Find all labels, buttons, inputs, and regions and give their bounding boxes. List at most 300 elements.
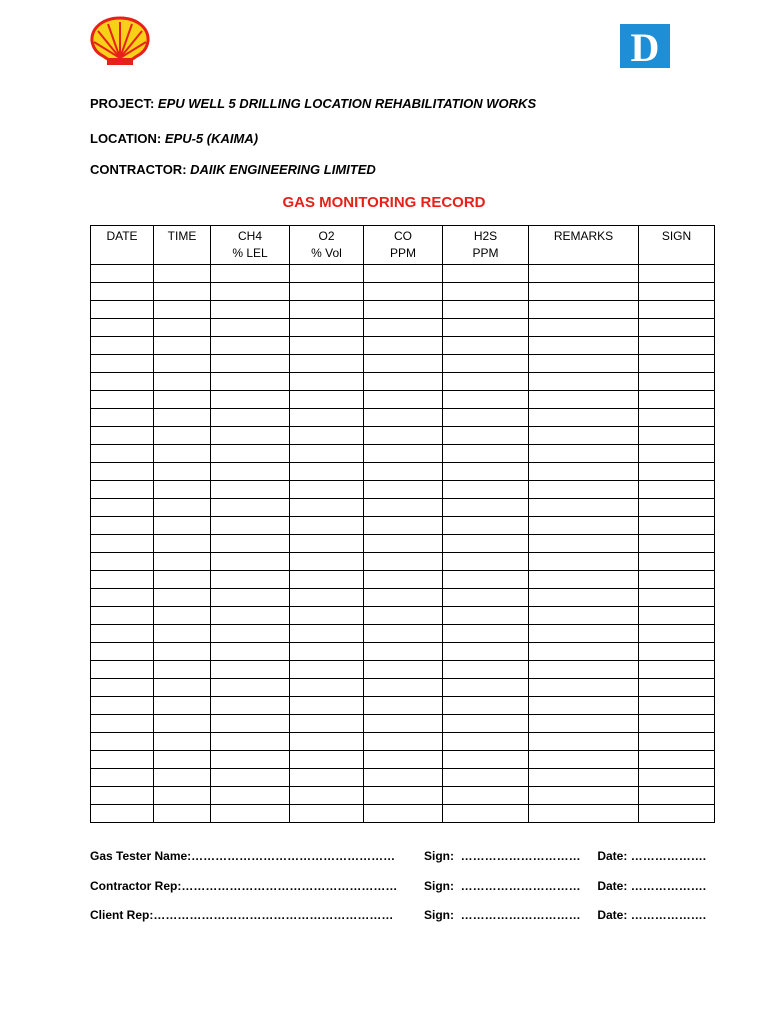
table-cell[interactable] (91, 769, 154, 787)
table-cell[interactable] (529, 625, 639, 643)
table-cell[interactable] (211, 697, 290, 715)
table-cell[interactable] (211, 391, 290, 409)
table-cell[interactable] (91, 283, 154, 301)
table-cell[interactable] (91, 463, 154, 481)
table-cell[interactable] (154, 391, 211, 409)
table-cell[interactable] (529, 445, 639, 463)
table-cell[interactable] (154, 697, 211, 715)
table-cell[interactable] (91, 751, 154, 769)
table-row (91, 679, 715, 697)
table-cell[interactable] (443, 625, 529, 643)
table-cell[interactable] (529, 751, 639, 769)
table-cell[interactable] (154, 283, 211, 301)
table-cell[interactable] (529, 265, 639, 283)
table-cell[interactable] (364, 337, 443, 355)
table-cell[interactable] (443, 373, 529, 391)
table-cell[interactable] (529, 643, 639, 661)
table-cell[interactable] (639, 589, 715, 607)
table-cell[interactable] (443, 337, 529, 355)
table-cell[interactable] (290, 571, 364, 589)
table-cell[interactable] (91, 427, 154, 445)
sig-row-contractor-rep: Contractor Rep:……………………………………………… (90, 879, 398, 893)
table-cell[interactable] (529, 787, 639, 805)
table-cell[interactable] (639, 427, 715, 445)
sig-row-client-rep-sign: Sign: ………………………… Date: ………………. (424, 908, 707, 922)
table-row (91, 337, 715, 355)
table-cell[interactable] (154, 427, 211, 445)
table-cell[interactable] (639, 625, 715, 643)
table-row (91, 643, 715, 661)
table-cell[interactable] (364, 283, 443, 301)
table-cell[interactable] (443, 607, 529, 625)
table-cell[interactable] (639, 481, 715, 499)
table-cell[interactable] (211, 769, 290, 787)
table-cell[interactable] (290, 427, 364, 445)
table-cell[interactable] (529, 769, 639, 787)
table-cell[interactable] (639, 787, 715, 805)
table-cell[interactable] (639, 607, 715, 625)
table-cell[interactable] (211, 265, 290, 283)
table-cell[interactable] (529, 481, 639, 499)
table-cell[interactable] (443, 265, 529, 283)
table-cell[interactable] (154, 409, 211, 427)
table-cell[interactable] (364, 391, 443, 409)
table-cell[interactable] (290, 769, 364, 787)
col-co: CO PPM (364, 226, 443, 265)
table-cell[interactable] (91, 553, 154, 571)
table-cell[interactable] (639, 373, 715, 391)
table-cell[interactable] (211, 301, 290, 319)
table-cell[interactable] (211, 571, 290, 589)
table-cell[interactable] (211, 517, 290, 535)
table-row (91, 625, 715, 643)
table-row (91, 787, 715, 805)
table-cell[interactable] (364, 265, 443, 283)
table-cell[interactable] (154, 499, 211, 517)
table-cell[interactable] (91, 409, 154, 427)
table-cell[interactable] (443, 571, 529, 589)
table-cell[interactable] (443, 661, 529, 679)
table-cell[interactable] (91, 787, 154, 805)
table-cell[interactable] (290, 751, 364, 769)
table-cell[interactable] (154, 607, 211, 625)
table-cell[interactable] (639, 661, 715, 679)
table-cell[interactable] (290, 301, 364, 319)
table-row (91, 499, 715, 517)
table-cell[interactable] (529, 715, 639, 733)
table-cell[interactable] (290, 787, 364, 805)
table-cell[interactable] (211, 733, 290, 751)
table-cell[interactable] (211, 625, 290, 643)
table-cell[interactable] (639, 805, 715, 823)
table-cell[interactable] (290, 535, 364, 553)
table-row (91, 661, 715, 679)
table-cell[interactable] (290, 553, 364, 571)
table-cell[interactable] (91, 391, 154, 409)
table-row (91, 463, 715, 481)
sig-row-contractor-rep-sign: Sign: ………………………… Date: ………………. (424, 879, 707, 893)
table-cell[interactable] (211, 481, 290, 499)
table-cell[interactable] (211, 679, 290, 697)
table-cell[interactable] (290, 481, 364, 499)
table-cell[interactable] (290, 697, 364, 715)
table-row (91, 391, 715, 409)
table-cell[interactable] (154, 445, 211, 463)
table-cell[interactable] (529, 337, 639, 355)
table-cell[interactable] (290, 391, 364, 409)
table-cell[interactable] (443, 445, 529, 463)
shell-logo (89, 16, 151, 68)
table-cell[interactable] (154, 751, 211, 769)
col-o2: O2 % Vol (290, 226, 364, 265)
project-line (90, 96, 536, 111)
table-cell[interactable] (154, 769, 211, 787)
table-cell[interactable] (154, 553, 211, 571)
table-cell[interactable] (91, 445, 154, 463)
table-cell[interactable] (290, 283, 364, 301)
table-cell[interactable] (364, 355, 443, 373)
table-cell[interactable] (443, 805, 529, 823)
table-cell[interactable] (529, 571, 639, 589)
table-row (91, 553, 715, 571)
table-cell[interactable] (211, 319, 290, 337)
sig-row-client-rep: Client Rep:…………………………………………………… (90, 908, 394, 922)
table-cell[interactable] (529, 679, 639, 697)
table-cell[interactable] (211, 283, 290, 301)
table-cell[interactable] (91, 733, 154, 751)
table-cell[interactable] (639, 643, 715, 661)
table-cell[interactable] (443, 733, 529, 751)
table-cell[interactable] (639, 679, 715, 697)
page-title: GAS MONITORING RECORD (282, 194, 486, 211)
table-cell[interactable] (91, 571, 154, 589)
table-cell[interactable] (290, 445, 364, 463)
table-cell[interactable] (91, 373, 154, 391)
table-cell[interactable] (443, 535, 529, 553)
table-cell[interactable] (211, 607, 290, 625)
table-cell[interactable] (290, 409, 364, 427)
table-cell[interactable] (443, 409, 529, 427)
table-cell[interactable] (211, 553, 290, 571)
table-cell[interactable] (154, 589, 211, 607)
table-cell[interactable] (364, 535, 443, 553)
table-cell[interactable] (154, 355, 211, 373)
table-cell[interactable] (364, 463, 443, 481)
table-cell[interactable] (211, 445, 290, 463)
table-cell[interactable] (364, 427, 443, 445)
table-row (91, 715, 715, 733)
table-cell[interactable] (154, 571, 211, 589)
table-header-row (91, 226, 715, 265)
table-cell[interactable] (443, 751, 529, 769)
table-cell[interactable] (91, 661, 154, 679)
table-cell[interactable] (154, 319, 211, 337)
table-cell[interactable] (154, 787, 211, 805)
table-cell[interactable] (91, 715, 154, 733)
table-cell[interactable] (639, 715, 715, 733)
table-cell[interactable] (364, 589, 443, 607)
table-cell[interactable] (154, 643, 211, 661)
table-cell[interactable] (290, 679, 364, 697)
table-cell[interactable] (639, 355, 715, 373)
table-cell[interactable] (364, 607, 443, 625)
table-cell[interactable] (529, 535, 639, 553)
table-cell[interactable] (290, 589, 364, 607)
table-cell[interactable] (364, 481, 443, 499)
table-cell[interactable] (364, 445, 443, 463)
table-cell[interactable] (91, 337, 154, 355)
table-row (91, 445, 715, 463)
table-cell[interactable] (639, 337, 715, 355)
table-cell[interactable] (290, 715, 364, 733)
table-cell[interactable] (443, 283, 529, 301)
table-cell[interactable] (364, 679, 443, 697)
table-cell[interactable] (154, 733, 211, 751)
table-cell[interactable] (529, 661, 639, 679)
table-cell[interactable] (290, 607, 364, 625)
table-cell[interactable] (154, 373, 211, 391)
table-cell[interactable] (529, 733, 639, 751)
location-label: LOCATION: (90, 131, 162, 146)
table-row (91, 769, 715, 787)
table-cell[interactable] (154, 535, 211, 553)
table-cell[interactable] (91, 607, 154, 625)
table-cell[interactable] (211, 787, 290, 805)
table-cell[interactable] (639, 751, 715, 769)
gas-monitoring-table (90, 225, 715, 823)
table-cell[interactable] (443, 679, 529, 697)
table-cell[interactable] (529, 463, 639, 481)
table-cell[interactable] (364, 517, 443, 535)
sig-row-gas-tester-sign: Sign: ………………………… Date: ………………. (424, 849, 707, 863)
table-cell[interactable] (443, 427, 529, 445)
contractor-value: DAIIK ENGINEERING LIMITED (190, 162, 376, 177)
table-cell[interactable] (639, 445, 715, 463)
table-cell[interactable] (443, 553, 529, 571)
table-cell[interactable] (364, 319, 443, 337)
col-sign: SIGN (639, 226, 715, 265)
table-row (91, 481, 715, 499)
table-cell[interactable] (211, 643, 290, 661)
table-cell[interactable] (529, 391, 639, 409)
table-cell[interactable] (443, 769, 529, 787)
table-cell[interactable] (290, 517, 364, 535)
table-cell[interactable] (290, 661, 364, 679)
table-cell[interactable] (290, 265, 364, 283)
table-cell[interactable] (211, 499, 290, 517)
table-cell[interactable] (529, 301, 639, 319)
table-cell[interactable] (639, 319, 715, 337)
table-cell[interactable] (529, 697, 639, 715)
contractor-label: CONTRACTOR: (90, 162, 187, 177)
table-row (91, 733, 715, 751)
table-cell[interactable] (211, 373, 290, 391)
table-cell[interactable] (91, 625, 154, 643)
table-cell[interactable] (91, 517, 154, 535)
table-cell[interactable] (91, 265, 154, 283)
table-cell[interactable] (211, 337, 290, 355)
table-cell[interactable] (364, 805, 443, 823)
table-cell[interactable] (211, 355, 290, 373)
table-cell[interactable] (211, 463, 290, 481)
table-cell[interactable] (290, 463, 364, 481)
table-cell[interactable] (639, 409, 715, 427)
table-cell[interactable] (364, 409, 443, 427)
table-cell[interactable] (443, 301, 529, 319)
table-cell[interactable] (211, 427, 290, 445)
table-cell[interactable] (154, 661, 211, 679)
table-cell[interactable] (290, 805, 364, 823)
location-line (90, 131, 258, 146)
table-cell[interactable] (290, 625, 364, 643)
table-cell[interactable] (211, 589, 290, 607)
table-cell[interactable] (364, 733, 443, 751)
table-row (91, 607, 715, 625)
table-cell[interactable] (529, 373, 639, 391)
table-cell[interactable] (154, 265, 211, 283)
table-cell[interactable] (639, 733, 715, 751)
table-cell[interactable] (211, 661, 290, 679)
table-row (91, 373, 715, 391)
table-cell[interactable] (211, 409, 290, 427)
table-cell[interactable] (364, 661, 443, 679)
table-cell[interactable] (443, 319, 529, 337)
table-cell[interactable] (529, 427, 639, 445)
table-cell[interactable] (290, 373, 364, 391)
table-row (91, 301, 715, 319)
table-cell[interactable] (364, 301, 443, 319)
table-cell[interactable] (364, 499, 443, 517)
d-logo-letter: D (630, 25, 660, 68)
table-cell[interactable] (639, 571, 715, 589)
table-row (91, 409, 715, 427)
table-cell[interactable] (290, 733, 364, 751)
table-cell[interactable] (529, 283, 639, 301)
table-row (91, 751, 715, 769)
table-cell[interactable] (529, 553, 639, 571)
table-cell[interactable] (154, 481, 211, 499)
table-row (91, 319, 715, 337)
table-cell[interactable] (443, 463, 529, 481)
table-cell[interactable] (443, 355, 529, 373)
col-time: TIME (154, 226, 211, 265)
table-cell[interactable] (91, 697, 154, 715)
table-cell[interactable] (91, 679, 154, 697)
table-cell[interactable] (290, 643, 364, 661)
table-cell[interactable] (154, 805, 211, 823)
table-cell[interactable] (529, 607, 639, 625)
project-value: EPU WELL 5 DRILLING LOCATION REHABILITATION WORKS (157, 96, 537, 111)
table-cell[interactable] (443, 481, 529, 499)
table-cell[interactable] (290, 319, 364, 337)
table-cell[interactable] (154, 301, 211, 319)
table-cell[interactable] (639, 301, 715, 319)
table-cell[interactable] (443, 697, 529, 715)
table-cell[interactable] (639, 769, 715, 787)
table-cell[interactable] (443, 643, 529, 661)
table-cell[interactable] (639, 283, 715, 301)
table-cell[interactable] (91, 301, 154, 319)
table-cell[interactable] (529, 805, 639, 823)
col-remarks: REMARKS (529, 226, 639, 265)
table-cell[interactable] (443, 589, 529, 607)
table-cell[interactable] (91, 319, 154, 337)
table-cell[interactable] (290, 355, 364, 373)
table-cell[interactable] (639, 517, 715, 535)
table-cell[interactable] (154, 463, 211, 481)
table-row (91, 283, 715, 301)
table-cell[interactable] (364, 769, 443, 787)
table-cell[interactable] (364, 715, 443, 733)
table-cell[interactable] (154, 625, 211, 643)
sig-row-gas-tester: Gas Tester Name:…………………………………………… (90, 849, 396, 863)
table-cell[interactable] (639, 265, 715, 283)
table-cell[interactable] (364, 751, 443, 769)
table-row (91, 355, 715, 373)
table-row (91, 805, 715, 823)
table-cell[interactable] (364, 787, 443, 805)
table-cell[interactable] (529, 319, 639, 337)
table-cell[interactable] (364, 571, 443, 589)
table-cell[interactable] (91, 805, 154, 823)
table-row (91, 427, 715, 445)
table-cell[interactable] (364, 643, 443, 661)
table-cell[interactable] (443, 499, 529, 517)
table-cell[interactable] (364, 697, 443, 715)
table-cell[interactable] (290, 337, 364, 355)
table-cell[interactable] (91, 355, 154, 373)
table-cell[interactable] (529, 589, 639, 607)
table-row (91, 535, 715, 553)
table-cell[interactable] (91, 535, 154, 553)
table-cell[interactable] (154, 715, 211, 733)
table-cell[interactable] (364, 625, 443, 643)
table-cell[interactable] (639, 535, 715, 553)
table-cell[interactable] (211, 715, 290, 733)
table-cell[interactable] (91, 589, 154, 607)
table-cell[interactable] (91, 643, 154, 661)
table-body (91, 265, 715, 823)
table-cell[interactable] (290, 499, 364, 517)
table-cell[interactable] (443, 715, 529, 733)
table-cell[interactable] (639, 697, 715, 715)
table-cell[interactable] (211, 535, 290, 553)
table-cell[interactable] (443, 517, 529, 535)
table-cell[interactable] (154, 517, 211, 535)
table-cell[interactable] (91, 499, 154, 517)
table-cell[interactable] (211, 805, 290, 823)
table-row (91, 697, 715, 715)
table-cell[interactable] (154, 337, 211, 355)
table-cell[interactable] (529, 517, 639, 535)
table-cell[interactable] (364, 553, 443, 571)
table-cell[interactable] (154, 679, 211, 697)
table-cell[interactable] (639, 553, 715, 571)
table-cell[interactable] (639, 463, 715, 481)
table-cell[interactable] (91, 481, 154, 499)
table-cell[interactable] (529, 409, 639, 427)
table-cell[interactable] (639, 499, 715, 517)
table-cell[interactable] (443, 787, 529, 805)
table-cell[interactable] (639, 391, 715, 409)
table-cell[interactable] (529, 355, 639, 373)
table-cell[interactable] (364, 373, 443, 391)
table-cell[interactable] (443, 391, 529, 409)
table-cell[interactable] (529, 499, 639, 517)
contractor-line (90, 162, 376, 177)
table-cell[interactable] (211, 751, 290, 769)
location-value: EPU-5 (KAIMA) (164, 131, 259, 146)
